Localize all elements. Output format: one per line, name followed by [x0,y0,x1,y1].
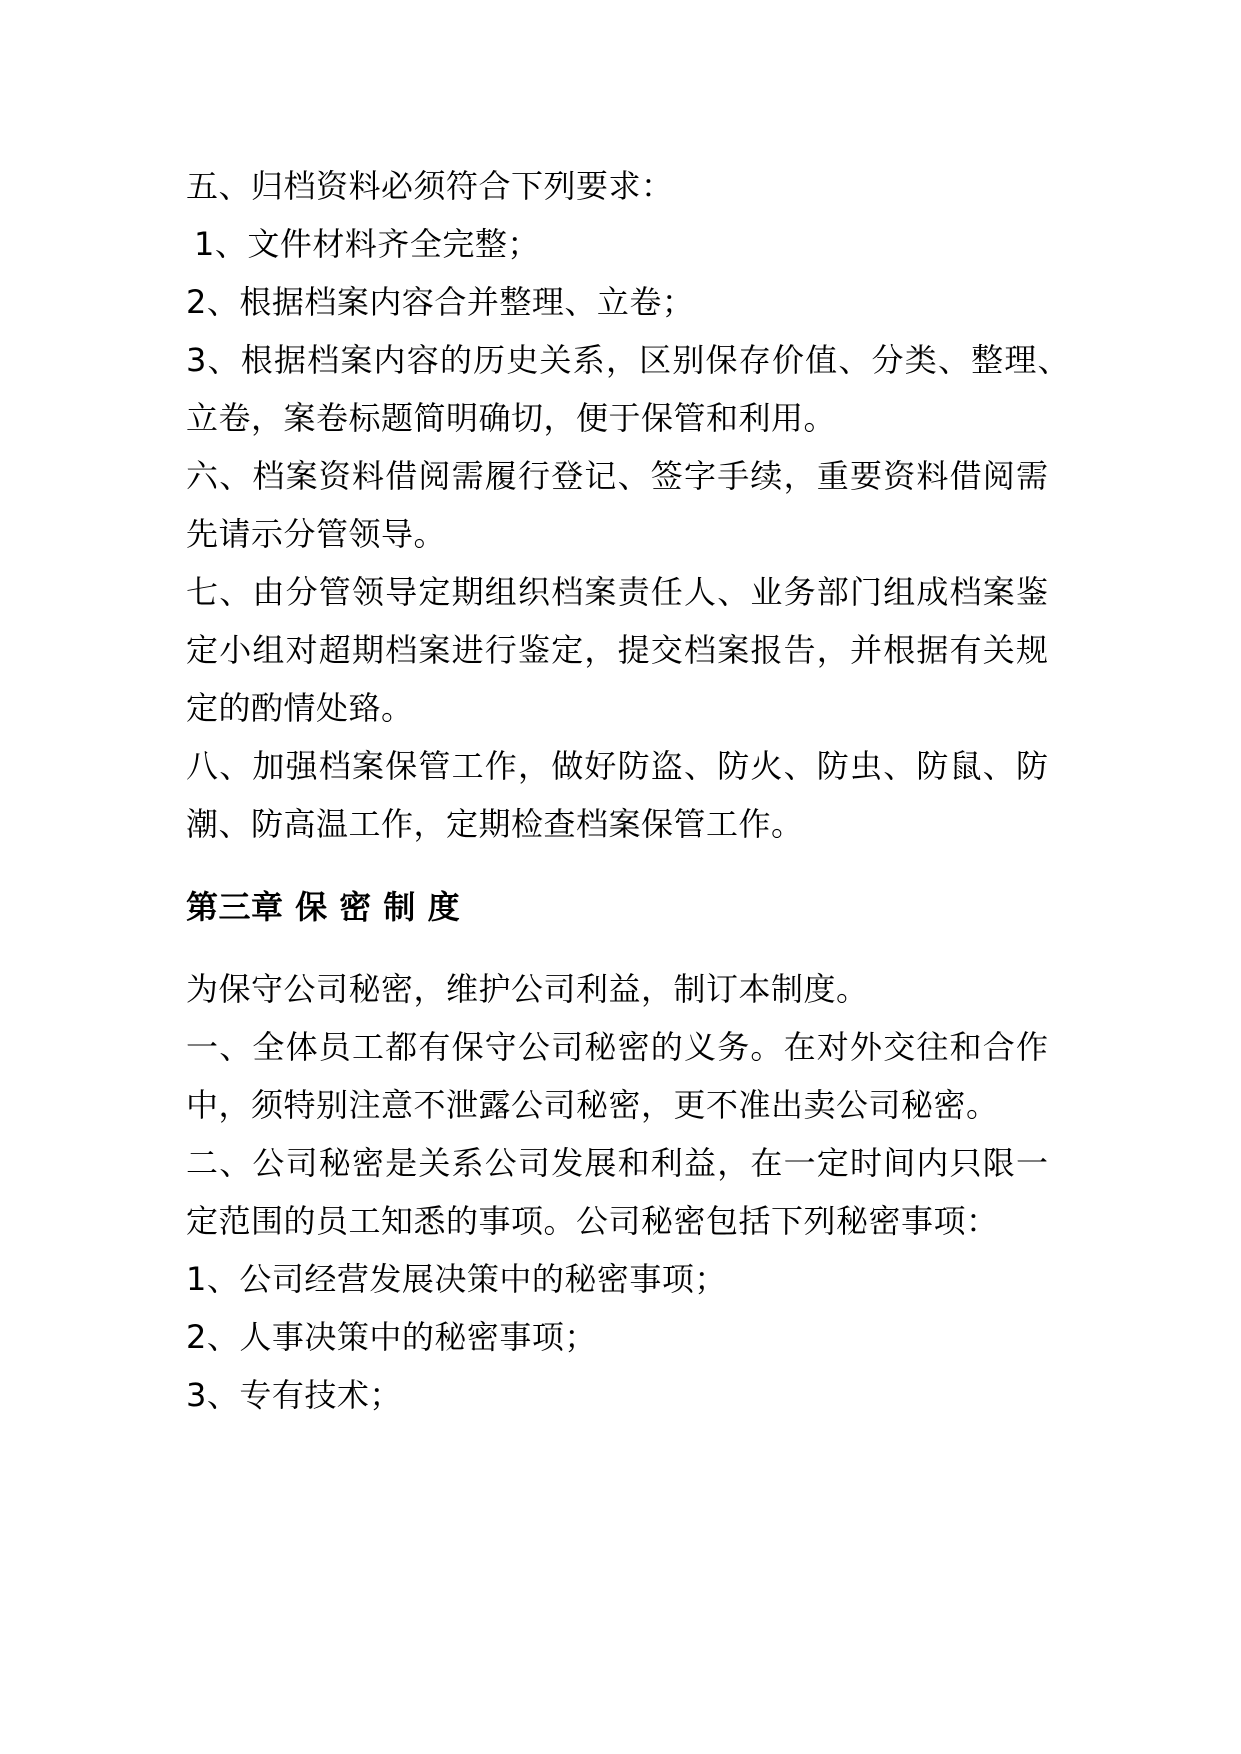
text-line: 一、全体员工都有保守公司秘密的义务。在对外交往和合作 [186,1028,1050,1066]
text-line: 八、加强档案保管工作，做好防盗、防火、防虫、防鼠、防 [186,747,1050,785]
text-line: 立卷，案卷标题简明确切，便于保管和利用。 [186,399,837,437]
text-line: 3、根据档案内容的历史关系，区别保存价值、分类、整理、 [186,341,1071,379]
text-line: 二、公司秘密是关系公司发展和利益，在一定时间内只限一 [186,1144,1050,1182]
text-line: 2、人事决策中的秘密事项； [186,1318,597,1356]
text-line: 1、公司经营发展决策中的秘密事项； [186,1260,727,1298]
text-line: 定范围的员工知悉的事项。公司秘密包括下列秘密事项： [186,1202,999,1240]
text-line: 六、档案资料借阅需履行登记、签字手续，重要资料借阅需 [186,457,1050,495]
chapter-heading: 第三章 保 密 制 度 [186,888,461,926]
text-line: 定小组对超期档案进行鉴定，提交档案报告，并根据有关规 [186,631,1050,669]
text-line: 3、专有技术； [186,1376,402,1414]
text-line: 五、归档资料必须符合下列要求： [186,167,674,205]
text-line: 中，须特别注意不泄露公司秘密，更不准出卖公司秘密。 [186,1086,999,1124]
text-line: 1、文件材料齐全完整； [194,225,540,263]
text-line: 定的酌情处臵。 [186,689,414,727]
text-line: 2、根据档案内容合并整理、立卷； [186,283,695,321]
text-line: 为保守公司秘密，维护公司利益，制订本制度。 [186,970,869,1008]
text-line: 潮、防高温工作，定期检查档案保管工作。 [186,805,804,843]
text-line: 先请示分管领导。 [186,515,447,553]
text-line: 七、由分管领导定期组织档案责任人、业务部门组成档案鉴 [186,573,1050,611]
